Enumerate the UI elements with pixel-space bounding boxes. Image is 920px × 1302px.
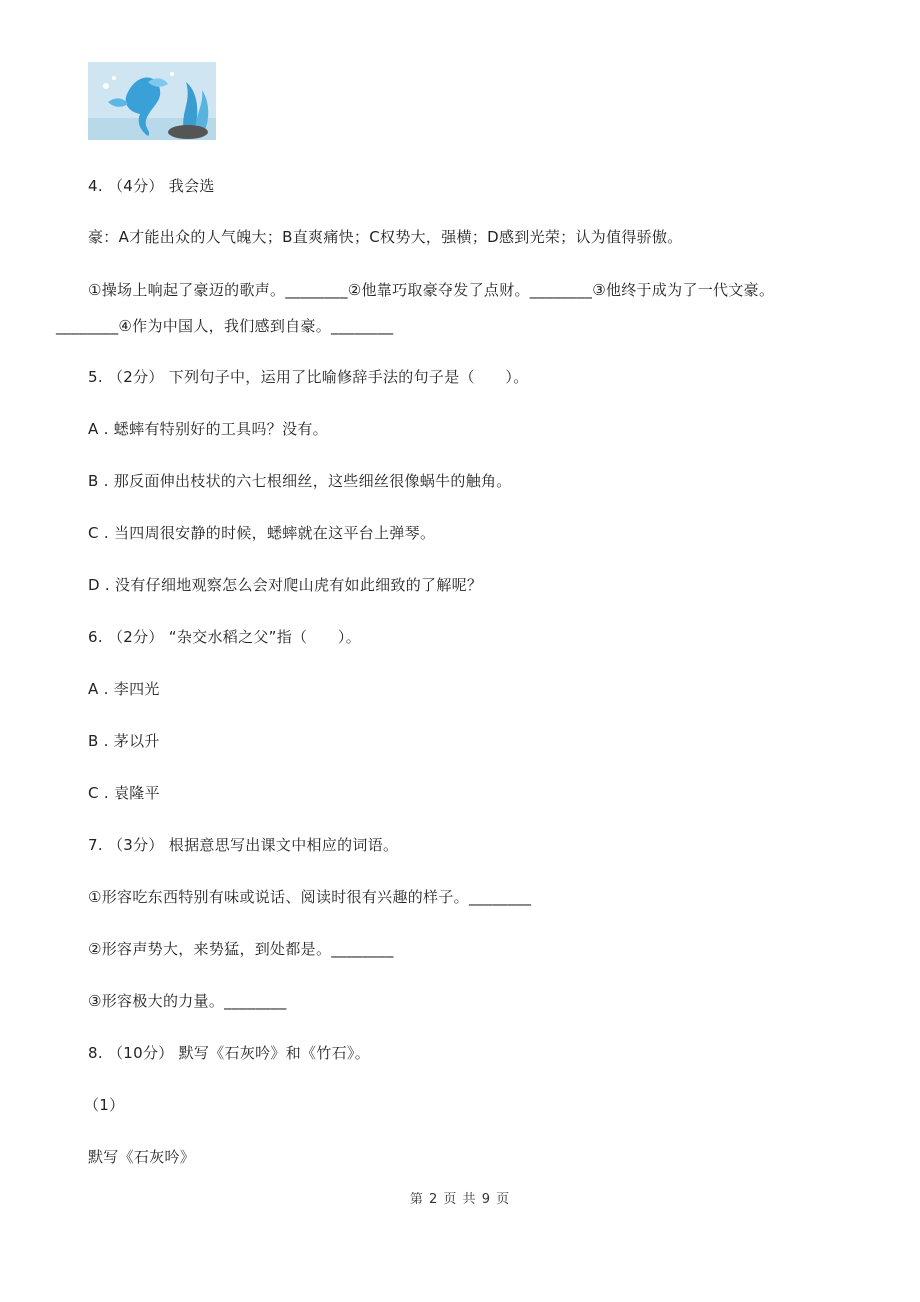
question-8-sub-1-text: 默写《石灰吟》 (88, 1148, 196, 1166)
question-8-sub-1: （1） (84, 1096, 125, 1114)
question-7-item-2: ②形容声势大，来势猛，到处都是。________ (88, 940, 394, 958)
question-6-heading: 6. （2分） “杂交水稻之父”指（ ）。 (88, 628, 362, 646)
question-6-option-b: B . 茅以升 (88, 732, 160, 750)
question-6-option-a: A . 李四光 (88, 680, 160, 698)
question-5-option-c: C . 当四周很安静的时候，蟋蟀就在这平台上弹琴。 (88, 524, 436, 542)
question-5-option-b: B . 那反面伸出枝状的六七根细丝，这些细丝很像蜗牛的触角。 (88, 472, 512, 490)
seahorse-illustration (88, 62, 216, 140)
question-7-item-3: ③形容极大的力量。________ (88, 992, 287, 1010)
question-4-line-1: ①操场上响起了豪迈的歌声。________②他靠巧取豪夺发了点财。________③他终于成为了一代文豪。 (88, 281, 775, 299)
question-4-heading: 4. （4分） 我会选 (88, 177, 215, 195)
question-7-heading: 7. （3分） 根据意思写出课文中相应的词语。 (88, 836, 399, 854)
question-5-option-d: D . 没有仔细地观察怎么会对爬山虎有如此细致的了解呢？ (88, 576, 483, 594)
question-4-definition: 豪：A才能出众的人气魄大；B直爽痛快；C权势大，强横；D感到光荣；认为值得骄傲。 (88, 228, 683, 246)
question-4-line-2: ________④作为中国人，我们感到自豪。________ (56, 317, 394, 335)
page-footer: 第 2 页 共 9 页 (409, 1192, 511, 1207)
question-8-heading: 8. （10分） 默写《石灰吟》和《竹石》。 (88, 1044, 371, 1062)
question-5-heading: 5. （2分） 下列句子中，运用了比喻修辞手法的句子是（ ）。 (88, 368, 529, 386)
question-5-option-a: A . 蟋蟀有特别好的工具吗？没有。 (88, 420, 328, 438)
question-6-option-c: C . 袁隆平 (88, 784, 160, 802)
question-7-item-1: ①形容吃东西特别有味或说话、阅读时很有兴趣的样子。________ (88, 888, 532, 906)
